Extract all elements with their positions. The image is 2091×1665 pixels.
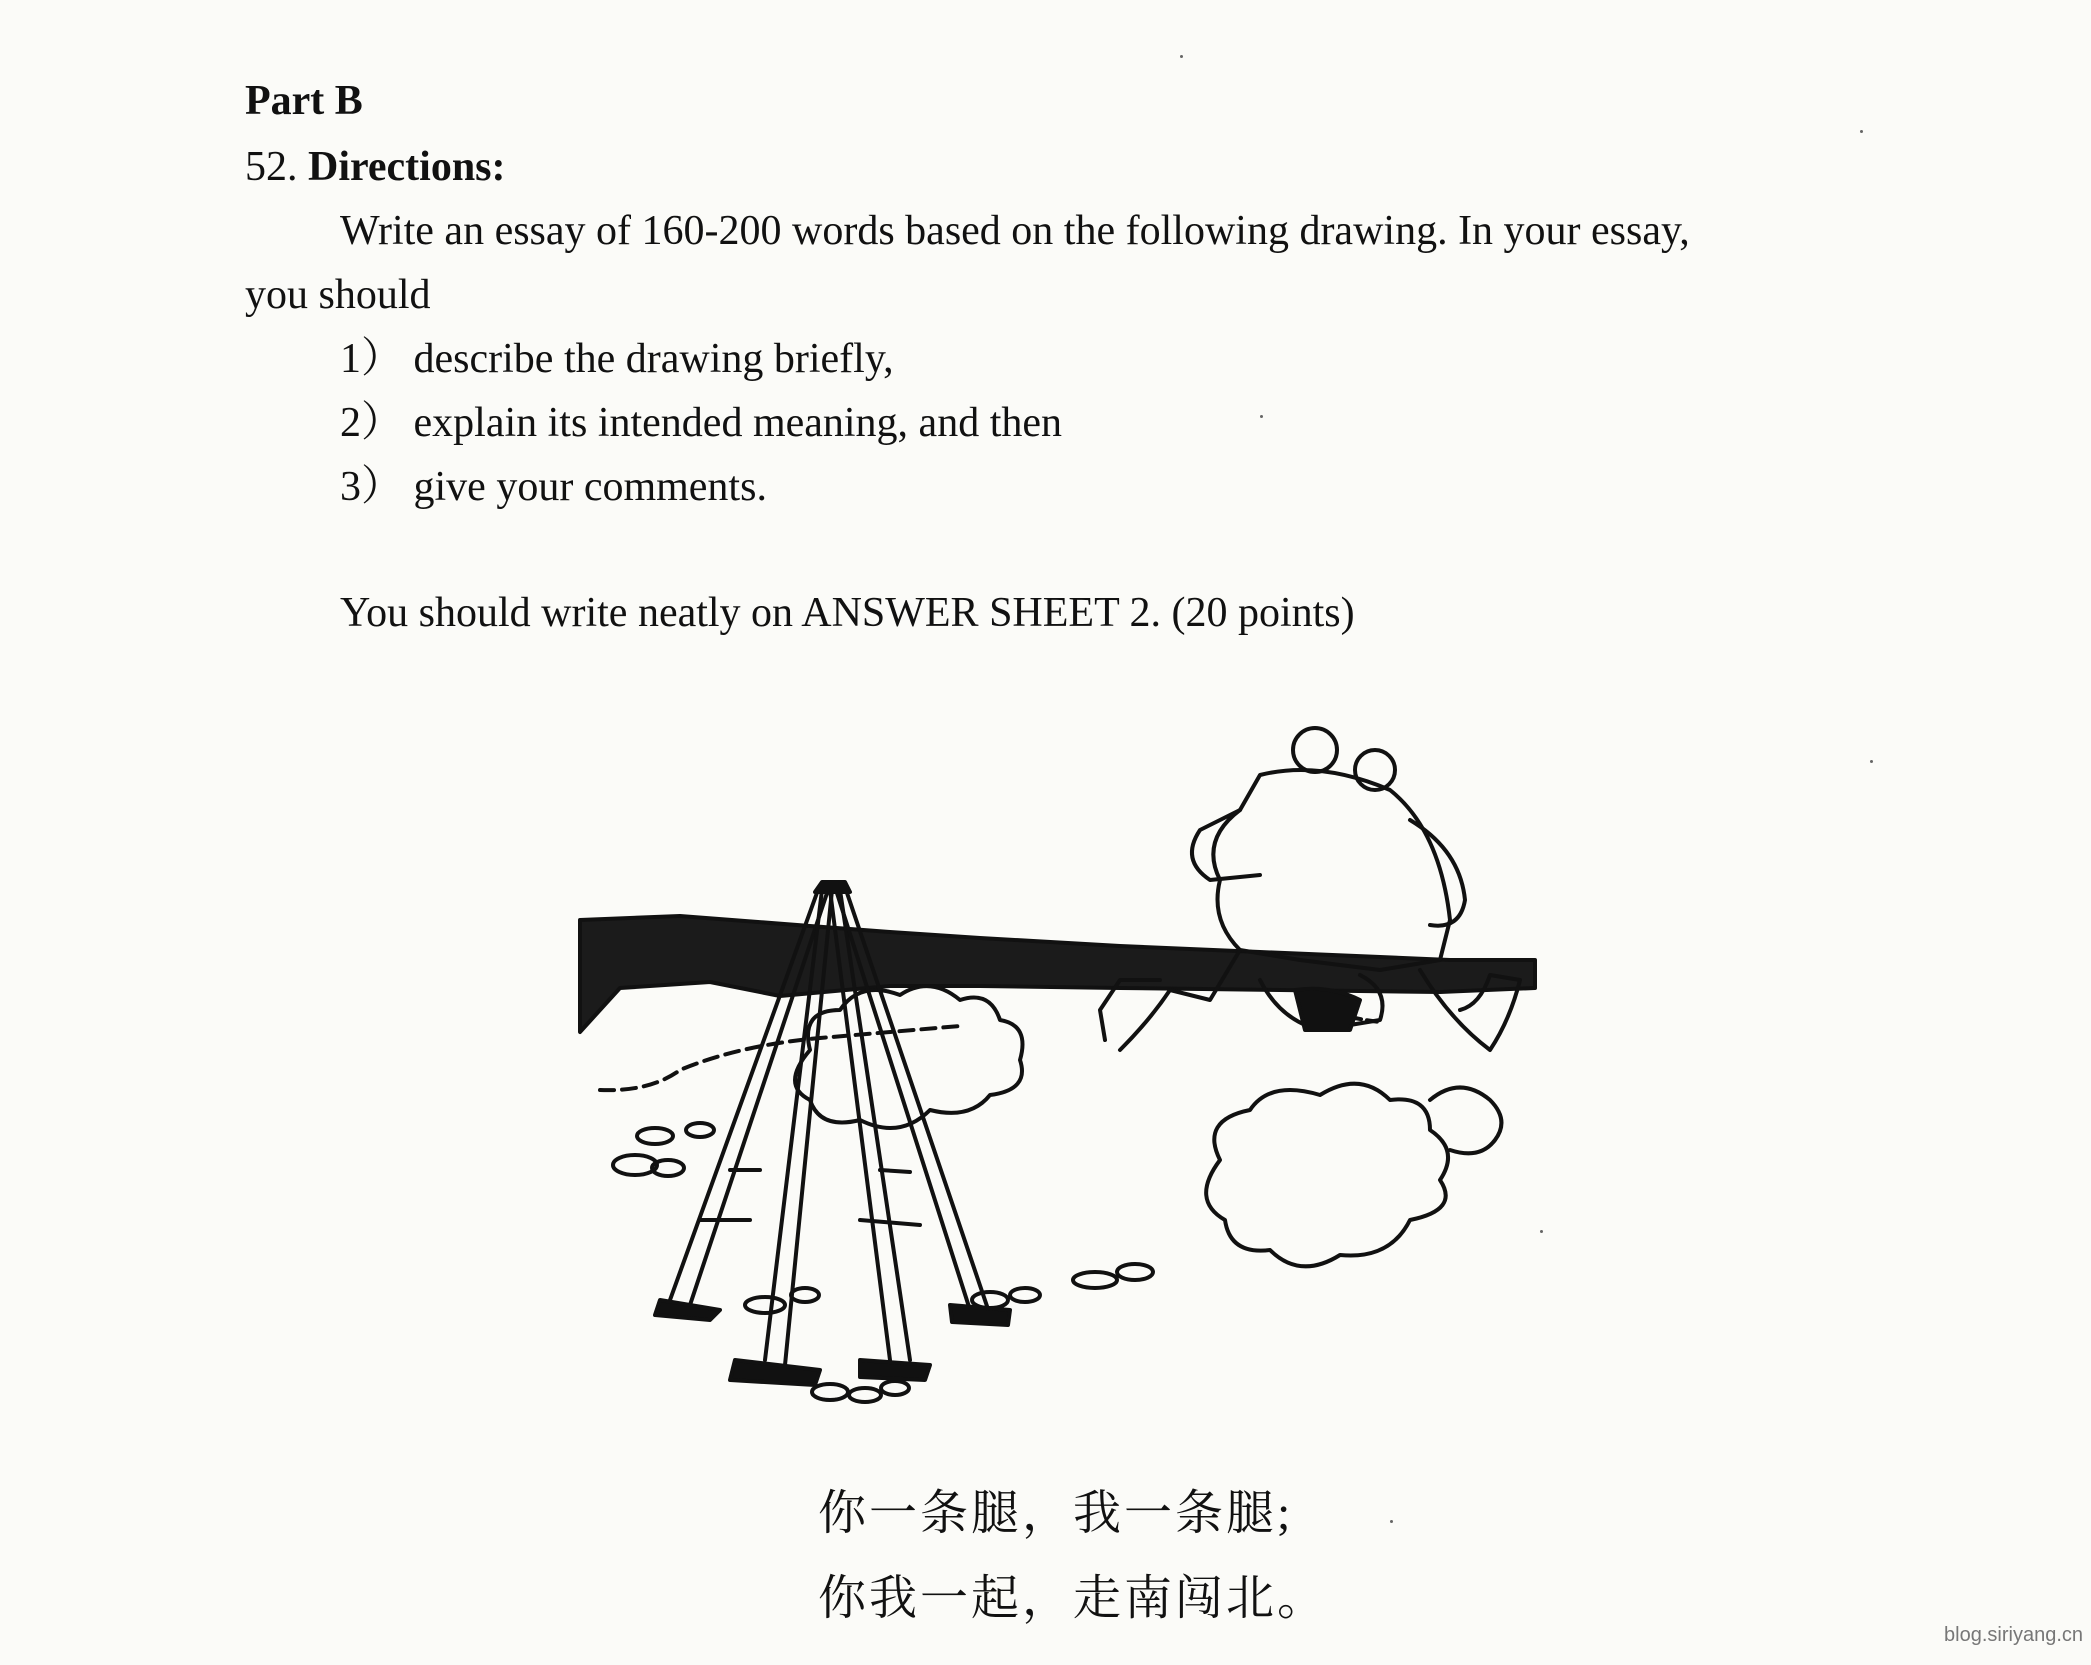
instruction-item-1	[340, 338, 894, 380]
part-heading: Part B	[245, 78, 363, 124]
item-number: 3）	[340, 464, 404, 510]
crutches-and-piggyback-illustration	[560, 720, 1550, 1440]
scan-speck	[1860, 130, 1863, 133]
scan-speck	[1540, 1230, 1543, 1233]
directions-label: Directions:	[308, 144, 506, 190]
scan-speck	[1260, 415, 1263, 418]
directions-heading	[245, 146, 506, 188]
instruction-item-3	[340, 466, 767, 508]
item-number: 1）	[340, 336, 404, 382]
question-number: 52.	[245, 144, 298, 190]
instruction-item-2	[340, 402, 1062, 444]
item-text: give your comments.	[413, 464, 767, 510]
item-text: explain its intended meaning, and then	[413, 400, 1063, 446]
item-number: 2）	[340, 400, 404, 446]
item-text: describe the drawing briefly,	[413, 336, 894, 382]
watermark: blog.siriyang.cn	[1944, 1624, 2083, 1646]
caption-line-1: 你一条腿，我一条腿;	[818, 1487, 1294, 1540]
scan-speck	[1390, 1520, 1393, 1523]
caption-line-2: 你我一起，走南闯北。	[818, 1572, 1329, 1625]
directions-line-2: you should	[245, 272, 431, 318]
directions-line-1: Write an essay of 160-200 words based on the following drawing. In your essay,	[340, 208, 1690, 254]
scan-speck	[1870, 760, 1873, 763]
answer-sheet-note: You should write neatly on ANSWER SHEET 2. (20 points)	[340, 590, 1355, 636]
scan-speck	[1180, 55, 1183, 58]
